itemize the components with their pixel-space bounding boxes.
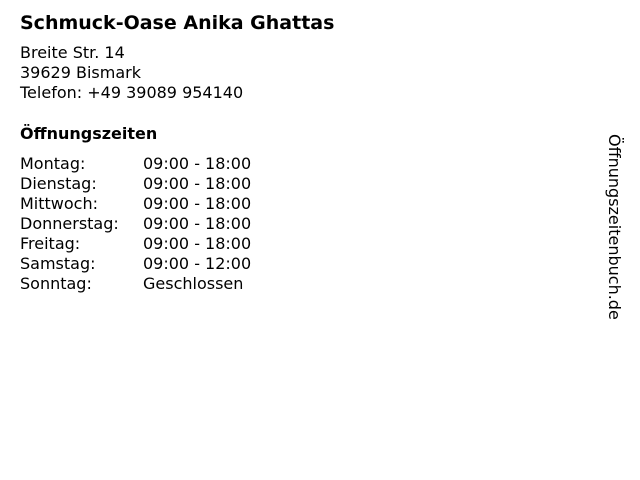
hours-value: 09:00 - 18:00 bbox=[143, 234, 252, 253]
hours-value: 09:00 - 18:00 bbox=[143, 154, 252, 173]
hours-value: 09:00 - 18:00 bbox=[143, 194, 252, 213]
day-label: Samstag: bbox=[20, 254, 96, 273]
day-label: Montag: bbox=[20, 154, 86, 173]
city-address: 39629 Bismark bbox=[20, 63, 141, 82]
day-label: Mittwoch: bbox=[20, 194, 98, 213]
store-address bbox=[20, 43, 243, 103]
store-name: Schmuck-Oase Anika Ghattas bbox=[20, 12, 335, 34]
street-address: Breite Str. 14 bbox=[20, 43, 125, 62]
hours-value: Geschlossen bbox=[143, 274, 244, 293]
opening-hours-heading: Öffnungszeiten bbox=[20, 124, 158, 143]
hours-value: 09:00 - 18:00 bbox=[143, 174, 252, 193]
hours-value: 09:00 - 18:00 bbox=[143, 214, 252, 233]
site-brand-label: Öffnungszeitenbuch.de bbox=[605, 134, 624, 320]
day-label: Donnerstag: bbox=[20, 214, 119, 233]
day-label: Dienstag: bbox=[20, 174, 97, 193]
day-label: Freitag: bbox=[20, 234, 81, 253]
day-label: Sonntag: bbox=[20, 274, 92, 293]
phone-number: Telefon: +49 39089 954140 bbox=[20, 83, 244, 102]
hours-value: 09:00 - 12:00 bbox=[143, 254, 252, 273]
